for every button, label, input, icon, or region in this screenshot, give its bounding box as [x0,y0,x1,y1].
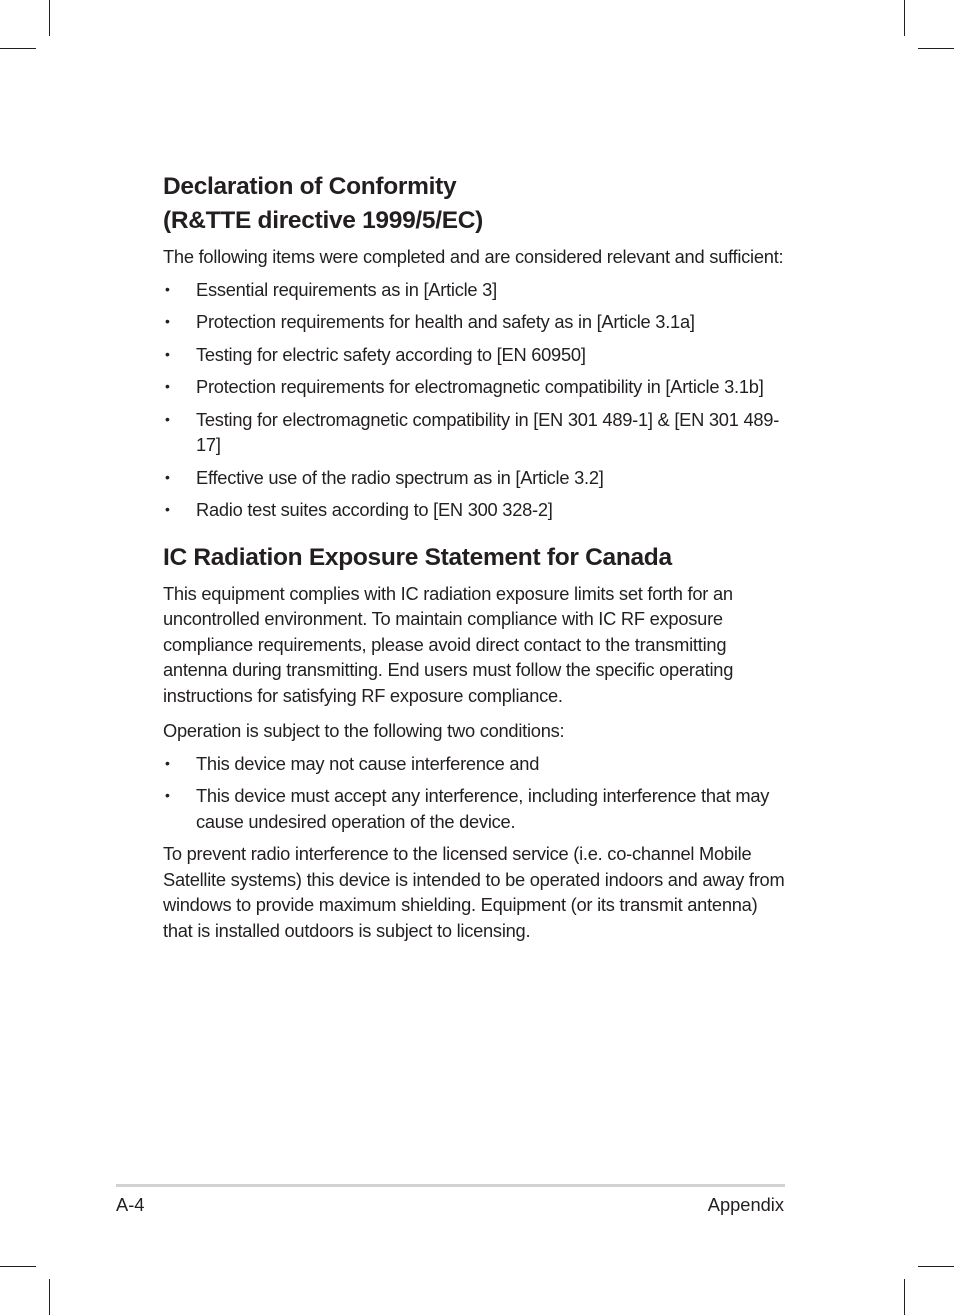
ic-conditions-list [163,751,788,835]
list-item: • Testing for electric safety according to [EN 60950] [163,342,788,368]
list-item: • Protection requirements for electromagnetic compatibility in [Article 3.1b] [163,374,788,400]
ic-radiation-heading: IC Radiation Exposure Statement for Canada [163,543,672,571]
list-item: • This device may not cause interference and [163,751,788,777]
crop-mark-bottom-right-horizontal [918,1266,954,1267]
bullet: • [165,754,170,771]
crop-mark-top-right-vertical [904,0,905,36]
crop-mark-bottom-left-horizontal [0,1266,36,1267]
page-content [163,170,788,943]
declaration-intro: The following items were completed and are considered relevant and sufficient: [163,246,784,267]
bullet: • [165,378,170,394]
list-item: • This device must accept any interference, including interference that may cause undesired operation of the device. [165,785,770,832]
declaration-list [163,277,788,523]
list-item: • Protection requirements for health and safety as in [Article 3.1a] [163,309,788,335]
list-item: • Testing for electromagnetic compatibility in [EN 301 489-1] & [EN 301 489-17] [165,408,780,455]
footer-divider [116,1184,785,1187]
bullet: • [165,345,170,362]
declaration-heading [163,170,788,238]
crop-mark-top-left-vertical [49,0,50,36]
declaration-heading-line1: Declaration of Conformity [163,173,457,200]
bullet: • [165,410,170,427]
list-item: • Essential requirements as in [Article 3] [163,277,788,303]
ic-paragraph-conditions: Operation is subject to the following two conditions: [163,720,565,741]
crop-mark-top-right-horizontal [918,48,954,49]
list-item: • Radio test suites according to [EN 300 328-2] [163,497,788,523]
crop-mark-bottom-right-vertical [904,1279,905,1315]
bullet: • [165,468,170,485]
declaration-heading-line2: (R&TTE directive 1999/5/EC) [163,207,484,234]
ic-paragraph-interference: To prevent radio interference to the licensed service (i.e. co-channel Mobile Satellite systems) this device is intended to be operated indoors and away from windows to provide maximum shielding. Equipment (or its transmit antenna) that is installed outdoors is subject to licensing. [163,843,785,941]
bullet: • [165,501,170,517]
footer-section-name: Appendix [707,1194,784,1215]
bullet: • [165,280,170,297]
bullet: • [165,787,170,803]
footer-page-number: A-4 [116,1194,145,1215]
list-item: • Effective use of the radio spectrum as in [Article 3.2] [163,465,788,491]
crop-mark-top-left-horizontal [0,48,36,49]
ic-paragraph-compliance: This equipment complies with IC radiation exposure limits set forth for an uncontrolled environment. To maintain compliance with IC RF exposure compliance requirements, please avoid direct contact to the transmitting antenna during transmitting. End users must follow the specific operating instructions for satisfying RF exposure compliance. [163,582,734,706]
bullet: • [165,313,170,329]
crop-mark-bottom-left-vertical [49,1279,50,1315]
